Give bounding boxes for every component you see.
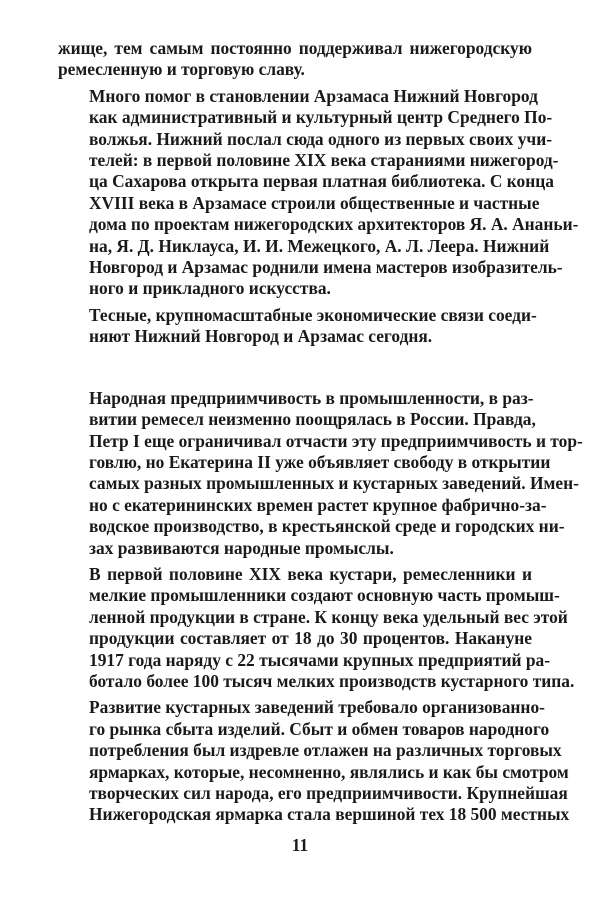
text-line: Развитие кустарных заведений требовало организованно- (89, 697, 545, 718)
paragraph (58, 85, 579, 300)
text-line: ленной продукции в стране. К концу века удельный вес этой (89, 606, 568, 627)
text-line: творческих сил народа, его предприимчивости. Крупнейшая (89, 783, 568, 803)
paragraph (58, 563, 575, 692)
text-line: мелкие промышленники создают основную часть промыш- (89, 585, 560, 606)
paragraph (58, 387, 583, 559)
text-line: ного и прикладного искусства. (89, 278, 331, 299)
paragraph (58, 697, 570, 825)
text-line: дома по проектам нижегородских архитекторов Я. А. Ананьи- (89, 214, 579, 235)
page-number: 11 (291, 835, 309, 855)
text-line: самых разных промышленных и кустарных заведений. Имен- (89, 473, 579, 494)
text-line: ца Сахарова открыта первая платная библиотека. С конца (89, 171, 554, 192)
page-body (58, 38, 583, 831)
text-line: 1917 года наряду с 22 тысячами крупных предприятий ра- (89, 649, 551, 670)
text-section-2 (58, 387, 583, 826)
text-line: няют Нижний Новгород и Арзамас сегодня. (89, 326, 433, 347)
text-line: Много помог в становлении Арзамаса Нижний Новгород (89, 85, 538, 106)
text-line: ботало более 100 тысяч мелких производств кустарного типа. (89, 670, 575, 691)
text-line: ремесленную и торговую славу. (58, 59, 305, 80)
text-line: водское производство, в крестьянской среде и городских ни- (89, 516, 565, 537)
text-line: Петр I еще ограничивал отчасти эту предприимчивость и тор- (89, 430, 583, 451)
text-line: но с екатерининских времен растет крупное фабрично-за- (89, 494, 547, 515)
text-line: говлю, но Екатерина II уже объявляет свободу в открытии (89, 451, 551, 472)
text-line: продукции составляет от 18 до 30 процентов. Накануне (89, 628, 532, 649)
text-line: ярмарках, которые, несомненно, являлись и как бы смотром (89, 761, 569, 782)
text-line: XVIII века в Арзамасе строили общественные и частные (89, 192, 540, 213)
text-line: витии ремесел неизменно поощрялась в России. Правда, (89, 409, 536, 430)
text-line: как административный и культурный центр Среднего По- (89, 107, 553, 128)
paragraph (58, 38, 532, 81)
text-line: потребления был издревле отлажен на различных торговых (89, 740, 562, 761)
text-section-1 (58, 38, 579, 348)
paragraph (58, 304, 537, 348)
text-line: телей: в первой половине XIX века стараниями нижегород- (89, 150, 559, 171)
text-line: на, Я. Д. Никлауса, И. И. Межецкого, А. Л. Леера. Нижний (89, 235, 550, 256)
text-line: зах развиваются народные промыслы. (89, 537, 394, 558)
text-line: Народная предприимчивость в промышленности, в раз- (89, 387, 534, 408)
text-line: волжья. Нижний послал сюда одного из первых своих учи- (89, 128, 553, 149)
text-line: го рынка сбыта изделий. Сбыт и обмен товаров народного (89, 718, 550, 739)
text-line: В первой половине XIX века кустари, ремесленники и (89, 563, 532, 584)
text-line: Тесные, крупномасштабные экономические связи соеди- (89, 304, 537, 325)
text-line: Новгород и Арзамас роднили имена мастеров изобразитель- (89, 257, 563, 278)
text-line: Нижегородская ярмарка стала вершиной тех 18 500 местных (89, 804, 570, 825)
text-line: жище, тем самым постоянно поддерживал нижегородскую (58, 38, 532, 58)
